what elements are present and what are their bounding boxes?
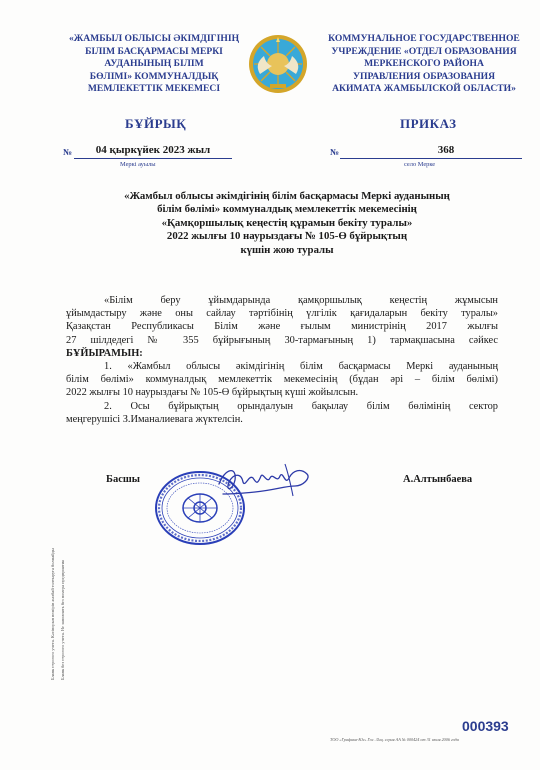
doc-type-russian: ПРИКАЗ	[400, 116, 457, 131]
header-kazakh-line: АУДАНЫНЫҢ БІЛІМ	[104, 58, 204, 70]
header-russian-line: АКИМАТА ЖАМБЫЛСКОЙ ОБЛАСТИ»	[332, 83, 516, 95]
body-line: 27 шілдедегі № 355 бұйрығының 30-тармағының 1) тармақшасына сәйкес	[66, 334, 498, 346]
signatory-title: Басшы	[106, 474, 140, 485]
header-kazakh-line: МЕМЛЕКЕТТІК МЕКЕМЕСІ	[87, 83, 221, 95]
kazakhstan-emblem-icon	[248, 34, 308, 94]
number-mark-right: №	[330, 147, 340, 157]
signatory-name: А.Алтынбаева	[403, 474, 473, 485]
title-line: «Жамбыл облысы әкімдігінің білім басқармасы Меркі ауданының	[124, 190, 450, 202]
order-body	[66, 294, 498, 426]
header-russian-line: УПРАВЛЕНИЯ ОБРАЗОВАНИЯ	[352, 70, 496, 82]
order-date: 04 қыркүйек 2023 жыл	[95, 144, 211, 156]
body-line: білім бөлімі» коммуналдық мемлекеттік мекемесінің (бұдан әрі – білім бөлімі)	[66, 374, 498, 386]
order-number: 368	[437, 144, 455, 156]
header-russian-line: МЕРКЕНСКОГО РАЙОНА	[364, 58, 484, 70]
body-line: Қазақстан Республикасы Білім және ғылым министрінің 2017 жылғы	[66, 321, 498, 333]
title-line: 2022 жылғы 10 наурыздағы № 105-Ө бұйрықтың	[166, 230, 408, 243]
sidebar-line: Бланк без строгого учета. Не заполнять без номера предприятия	[60, 559, 65, 680]
header-kazakh	[60, 33, 248, 96]
sidebar-line: Бланк строгого учета. Кәсіпорын нөмірін жазбай толтыруға болмайды	[50, 548, 55, 680]
date-underline	[74, 158, 232, 159]
order-title	[78, 190, 496, 257]
place-russian: село Мерке	[404, 161, 436, 168]
form-serial-number: 000393	[462, 718, 509, 734]
handwritten-signature-icon	[215, 456, 330, 502]
place-kazakh: Меркі ауылы	[120, 161, 156, 168]
header-russian	[320, 33, 528, 96]
header-russian-line: КОММУНАЛЬНОЕ ГОСУДАРСТВЕННОЕ	[328, 33, 520, 44]
body-line: 2. Осы бұйрықтың орындалуын бақылау білім бөлімінің сектор	[104, 400, 498, 412]
body-line: 1. «Жамбыл облысы әкімдігінің білім басқармасы Меркі ауданының	[104, 361, 498, 373]
body-line: ұйымдастыру және оны сайлау тәртібінің үлгілік қағидаларын бекіту туралы»	[66, 308, 498, 320]
number-underline	[340, 158, 522, 159]
number-mark-left: №	[63, 147, 73, 157]
printer-imprint: ТОО «Графика-Юг» Гос. Лиц. серия АА № 000424 от 31 июля 2006 года	[330, 737, 459, 742]
header-kazakh-line: «ЖАМБЫЛ ОБЛЫСЫ ӘКІМДІГІНІҢ	[68, 33, 240, 44]
vertical-form-caption	[42, 225, 72, 680]
body-line: меңгерушісі З.Иманалиевага жүктелсін.	[66, 413, 243, 425]
title-line: күшін жою туралы	[240, 243, 334, 256]
title-line: «Қамқоршылық кеңестің құрамын бекіту туралы»	[161, 216, 413, 229]
doc-type-kazakh: БҰЙРЫҚ	[125, 116, 187, 131]
header-kazakh-line: БІЛІМ БАСҚАРМАСЫ МЕРКІ	[85, 45, 223, 57]
title-line: білім бөлімі» коммуналдық мемлекеттік мекемесінің	[157, 203, 417, 216]
body-line: «Білім беру ұйымдарында қамқоршылық кеңестің жұмысын	[104, 295, 498, 306]
header-russian-line: УЧРЕЖДЕНИЕ «ОТДЕЛ ОБРАЗОВАНИЯ	[331, 45, 517, 57]
order-word: БҰЙЫРАМЫН:	[66, 347, 143, 359]
header-kazakh-line: БӨЛІМІ» КОММУНАЛДЫҚ	[89, 70, 219, 82]
body-line: 2022 жылғы 10 наурыздағы № 105-Ө бұйрықтың күші жойылсын.	[66, 387, 359, 399]
